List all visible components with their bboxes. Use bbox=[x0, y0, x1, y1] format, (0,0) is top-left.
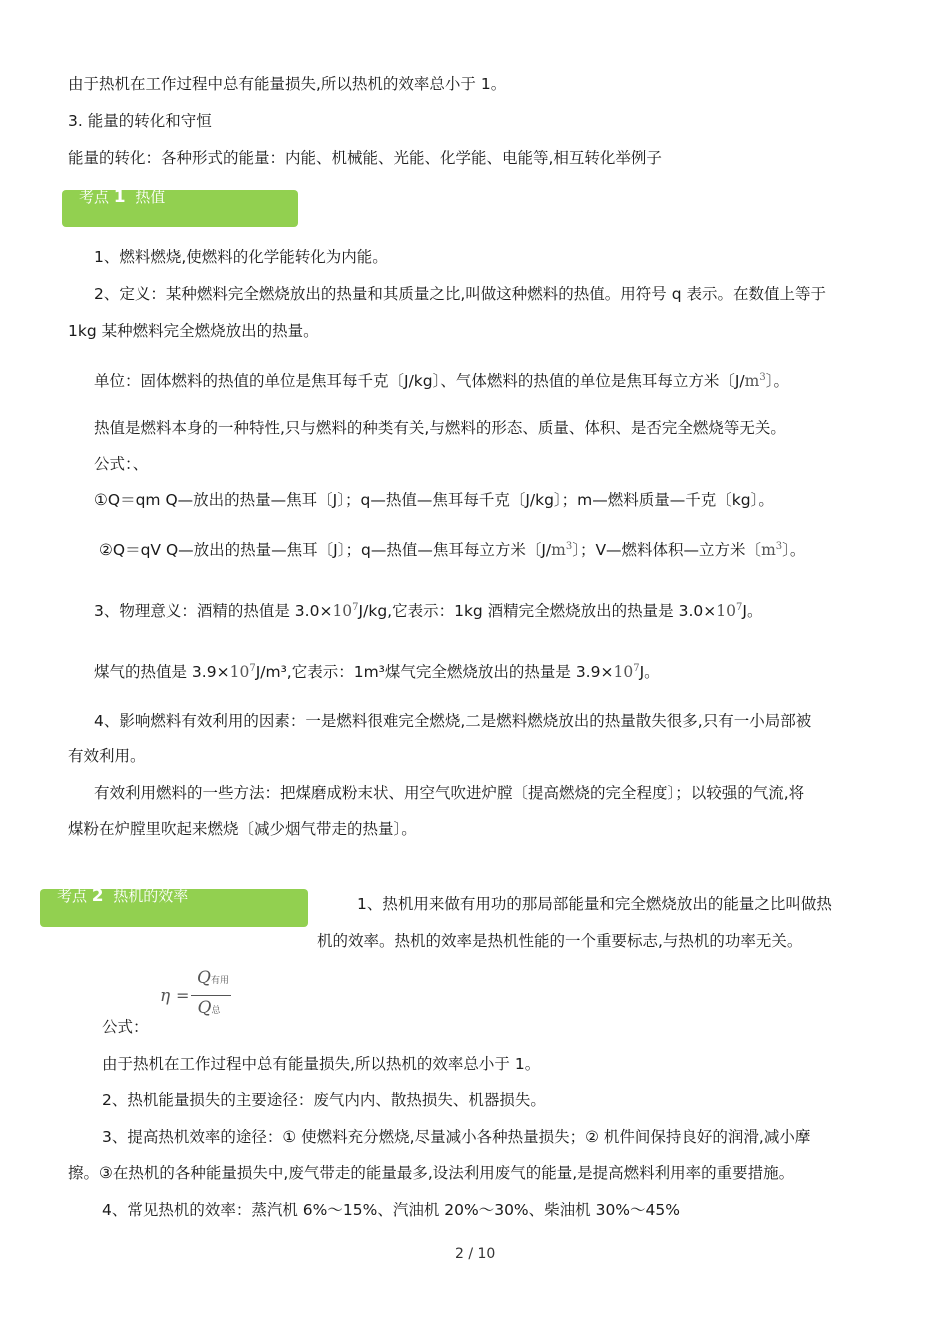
s1-gas-line: 煤气的热值是 $3.9\times 10^7J/m^3$,它表示：1m³煤气完全燃烧放出的热量是 $3.9\times 10^7J$。 bbox=[94, 663, 660, 681]
s2-formula-label: 公式： bbox=[102, 1018, 149, 1036]
s1-para-1: 1、燃料燃烧,使燃料的化学能转化为内能。 bbox=[94, 248, 388, 266]
energy-conversion-text: 能量的转化：各种形式的能量：内能、机械能、光能、化学能、电能等,相互转化举例子 bbox=[68, 149, 662, 167]
s1-property-line: 热值是燃料本身的一种特性,只与燃料的种类有关,与燃料的形态、质量、体积、是否完全燃烧等无关。 bbox=[94, 419, 786, 437]
s2-para-1-line1: 1、热机用来做有用功的那局部能量和完全燃烧放出的能量之比叫做热 bbox=[357, 895, 832, 913]
s1-para-3: 3、物理意义：酒精的热值是 $3.0\times 10^7J/kg$,它表示：1kg 酒精完全燃烧放出的热量是 $3.0\times 10^7J$。 bbox=[94, 602, 763, 620]
section-badge-engine-efficiency bbox=[40, 886, 308, 927]
intro-line: 由于热机在工作过程中总有能量损失,所以热机的效率总小于 1。 bbox=[68, 75, 507, 93]
page-number: 2 / 10 bbox=[455, 1246, 496, 1262]
heading-energy-conversion: 3. 能量的转化和守恒 bbox=[68, 112, 212, 130]
eta-symbol: η bbox=[160, 986, 171, 1006]
equals-sign: = bbox=[176, 986, 190, 1005]
badge-prefix: 考点 bbox=[57, 887, 88, 905]
s2-para-1-line2: 机的效率。热机的效率是热机性能的一个重要标志,与热机的功率无关。 bbox=[317, 932, 803, 950]
badge-title: 热值 bbox=[135, 188, 166, 206]
s1-para-5-line2: 煤粉在炉膛里吹起来燃烧〔减少烟气带走的热量〕。 bbox=[68, 820, 417, 838]
s1-para-2-line1: 2、定义：某种燃料完全燃烧放出的热量和其质量之比,叫做这种燃料的热值。用符号 q 表示。在数值上等于 bbox=[94, 285, 826, 303]
formula-denominator: Q总 bbox=[197, 998, 221, 1018]
formula-numerator: Q有用 bbox=[197, 968, 229, 988]
s1-para-2-line2: 1kg 某种燃料完全燃烧放出的热量。 bbox=[68, 322, 319, 340]
s1-para-4-line2: 有效利用。 bbox=[68, 747, 146, 765]
s2-para-3-line1: 3、提高热机效率的途径：① 使燃料充分燃烧,尽量减小各种热量损失；② 机件间保持良好的润滑,减小摩 bbox=[102, 1128, 811, 1146]
s1-para-4-line1: 4、影响燃料有效利用的因素：一是燃料很难完全燃烧,二是燃料燃烧放出的热量散失很多,只有一小局部被 bbox=[94, 712, 812, 730]
section-badge-heat-value bbox=[62, 187, 298, 227]
efficiency-formula bbox=[160, 968, 240, 1024]
badge-title: 热机的效率 bbox=[113, 887, 189, 905]
s2-para-2: 2、热机能量损失的主要途径：废气内内、散热损失、机器损失。 bbox=[102, 1091, 546, 1109]
s2-always-less: 由于热机在工作过程中总有能量损失,所以热机的效率总小于 1。 bbox=[102, 1055, 541, 1073]
badge-prefix: 考点 bbox=[79, 188, 110, 206]
s1-formula-1: ①Q＝qm Q—放出的热量—焦耳〔J〕；q—热值—焦耳每千克〔J/kg〕；m—燃料质量—千克〔kg〕。 bbox=[94, 491, 774, 509]
s1-unit-line: 单位：固体燃料的热值的单位是焦耳每千克〔J/kg〕、气体燃料的热值的单位是焦耳每立方米〔$J/m^3$〕。 bbox=[94, 372, 789, 390]
fraction-bar bbox=[191, 995, 231, 996]
s1-formula-label: 公式：、 bbox=[94, 455, 149, 473]
badge-number: 2 bbox=[91, 886, 104, 906]
s1-para-5-line1: 有效利用燃料的一些方法：把煤磨成粉末状、用空气吹进炉膛〔提高燃烧的完全程度〕；以较强的气流,将 bbox=[94, 784, 805, 802]
s2-para-3-line2: 擦。③在热机的各种能量损失中,废气带走的能量最多,设法利用废气的能量,是提高燃料利用率的重要措施。 bbox=[68, 1164, 795, 1182]
s1-formula-2: ②Q＝qV Q—放出的热量—焦耳〔J〕；q—热值—焦耳每立方米〔$J/m^3$〕；V—燃料体积—立方米〔$m^3$〕。 bbox=[99, 541, 806, 559]
badge-number: 1 bbox=[113, 187, 126, 207]
s2-para-4: 4、常见热机的效率：蒸汽机 6%～15%、汽油机 20%～30%、柴油机 30%～45% bbox=[102, 1201, 680, 1219]
